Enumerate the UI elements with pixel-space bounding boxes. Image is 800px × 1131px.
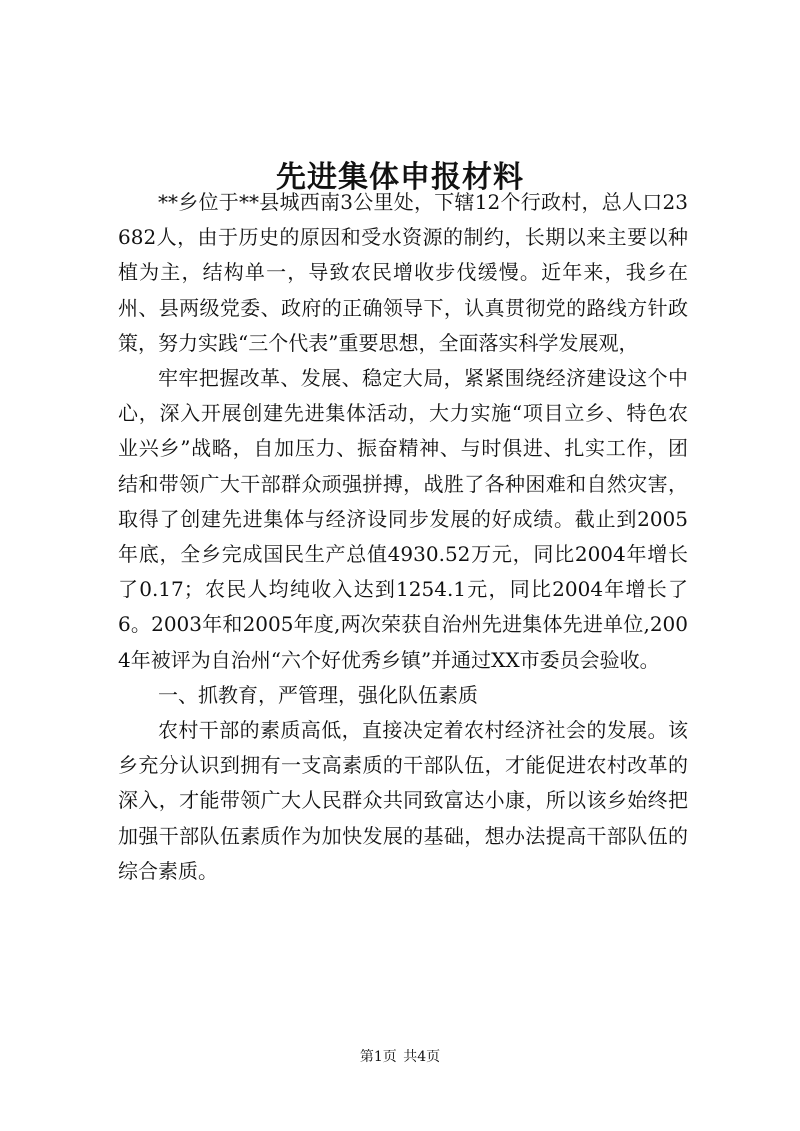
paragraph-achievements: 牢牢把握改革、发展、稳定大局，紧紧围绕经济建设这个中心，深入开展创建先进集体活动，大力实施“项目立乡、特色农业兴乡”战略，自加压力、振奋精神、与时俱进、扎实工作，团结和带领广大干部群众顽强拼搏，战胜了各种困难和自然灾害，取得了创建先进集体与经济设同步发展的好成绩。截止到2005年底，全乡完成国民生产总值4930.52万元，同比2004年增长了0.17；农民人均纯收入达到1254.1元，同比2004年增长了6。2003年和2005年度,两次荣获自治州先进集体先进单位,2004年被评为自治州“六个好优秀乡镇”并通过XX市委员会验收。 xyxy=(118,366,688,672)
page-total: 共4页 xyxy=(403,1049,441,1065)
paragraph-intro: **乡位于**县城西南3公里处，下辖12个行政村，总人口23682人，由于历史的原因和受水资源的制约，长期以来主要以种植为主，结构单一，导致农民增收步伐缓慢。近年来，我乡在州、县两级党委、政府的正确领导下，认真贯彻党的路线方针政策，努力实践“三个代表”重要思想，全面落实科学发展观， xyxy=(118,190,688,355)
section-heading: 一、抓教育，严管理，强化队伍素质 xyxy=(158,682,478,707)
document-title: 先进集体申报材料 xyxy=(276,160,524,196)
page-number: 第1页 xyxy=(359,1049,397,1065)
document-body xyxy=(118,185,688,889)
paragraph-cadre-quality: 农村干部的素质高低，直接决定着农村经济社会的发展。该乡充分认识到拥有一支高素质的干部队伍，才能促进农村改革的深入，才能带领广大人民群众共同致富达小康，所以该乡始终把加强干部队伍素质作为加快发展的基础，想办法提高干部队伍的综合素质。 xyxy=(118,718,688,883)
page-footer xyxy=(0,1047,800,1067)
